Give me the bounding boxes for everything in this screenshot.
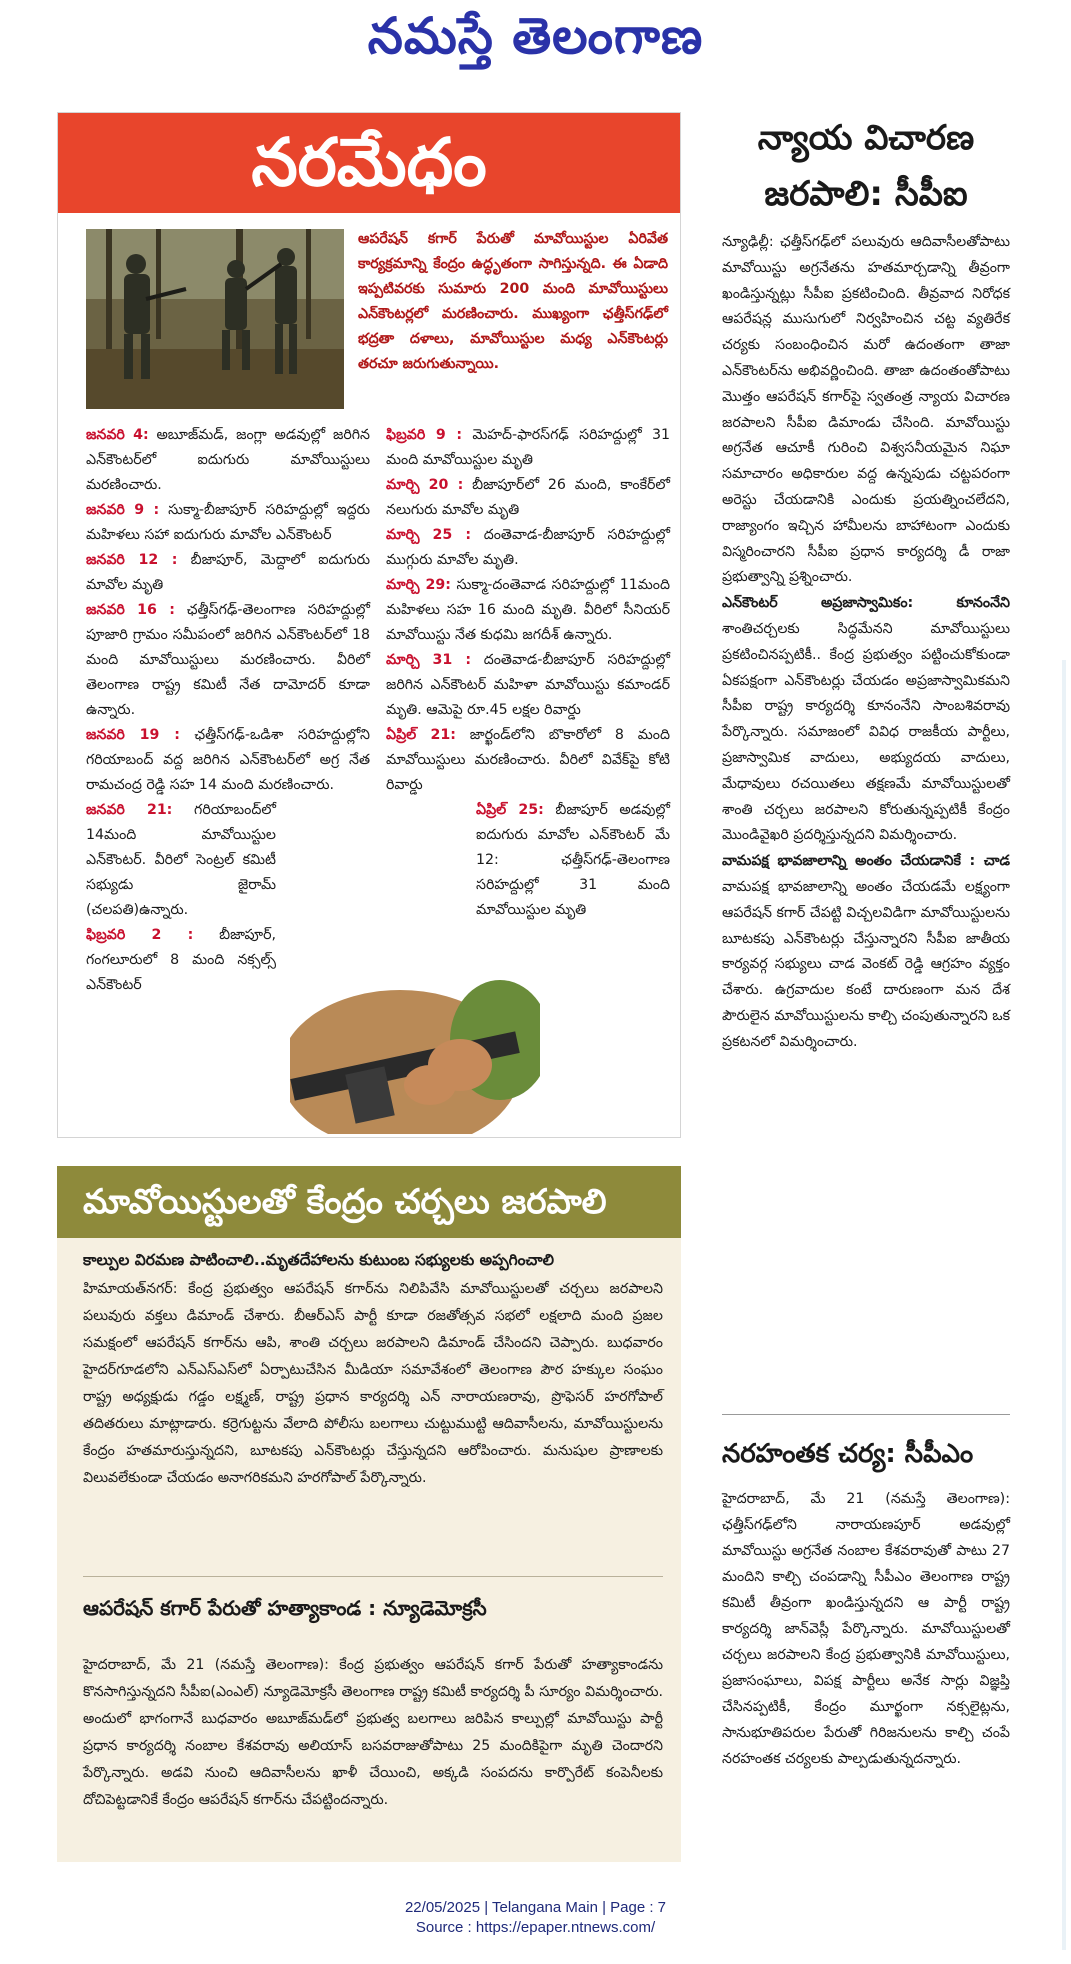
cpi-paragraph: ఎన్‌కౌంటర్ అప్రజాస్వామికం: కూనంనేని శాంతిచర్చలకు సిద్ధమేనని మావోయిస్టులు ప్రకటించినప్పటికీ.. కేంద్ర ప్రభుత్వం పట్టించుకోకుండా ఏకపక్షంగా ఎన్‌కౌంటర్లు చేయడం అప్రజాస్వామికమని సీపీఐ రాష్ట్ర కార్యదర్శి కూనంనేని సాంబశివరావు పేర్కొన్నారు. సమాజంలో వివిధ రాజకీయ పార్టీలు, ప్రజాస్వామిక వాదులు, అభ్యుదయ వాదులు, మేధావులు రచయితలు తక్షణమే మావోయిస్టులతో శాంతి చర్చలు జరపాలని కోరుతున్నప్పటికీ కేంద్రం మొండివైఖరి ప్రదర్శిస్తున్నదని విమర్శించారు. xyxy=(722,595,1010,844)
timeline-entry: జనవరి 9 : సుక్మా-బీజాపూర్ సరిహద్దుల్లో ఇద్దరు మహిళలు సహా ఐదుగురు మావోల ఎన్‌కౌంటర్ xyxy=(86,502,370,543)
timeline-left-column xyxy=(86,423,370,998)
page-footer xyxy=(0,1898,1071,1938)
main-headline: నరమేధం xyxy=(58,113,680,213)
talks-subhead: కాల్పుల విరమణ పాటించాలి..మృతదేహాలను కుటుంబ సభ్యులకు అప్పగించాలి xyxy=(83,1251,554,1269)
talks-body: హిమాయత్‌నగర్: కేంద్ర ప్రభుత్వం ఆపరేషన్ కగార్‌ను నిలిపివేసి మావోయిస్టులతో చర్చలు జరపాలని పలువురు వక్తలు డిమాండ్ చేశారు. బీఆర్‌ఎస్ పార్టీ కూడా రజతోత్సవ సభలో లక్షలాది మంది ప్రజల సమక్షంలో ఆపరేషన్ కగార్‌ను ఆపి, శాంతి చర్చలు జరపాలని డిమాండ్ చేసిందని చెప్పారు. బుధవారం హైదర్‌గూడలోని ఎన్‌ఎస్‌ఎస్‌లో ఏర్పాటుచేసిన మీడియా సమావేశంలో తెలంగాణ పౌర హక్కుల సంఘం రాష్ట్ర అధ్యక్షుడు గడ్డం లక్ష్మణ్, రాష్ట్ర ప్రధాన కార్యదర్శి ఎన్ నారాయణరావు, ప్రొఫెసర్ హరగోపాల్ తదితరులు మాట్లాడారు. కర్రెగుట్టను వేలాది పోలీసు బలగాలు చుట్టుముట్టి ఆదివాసీలను, మావోయిస్టులను కేంద్రం హతమారుస్తున్నదని, బూటకపు ఎన్‌కౌంటర్లు చేస్తున్నదని ఆరోపించారు. మనుషుల ప్రాణాలకు విలువలేకుండా చేయడం అనాగరికమని హరగోపాల్ పేర్కొన్నారు. xyxy=(83,1281,663,1486)
timeline-right-column xyxy=(386,423,670,923)
divider xyxy=(83,1576,663,1577)
main-intro: ఆపరేషన్ కగార్ పేరుతో మావోయిస్టుల ఏరివేత కార్యక్రమాన్ని కేంద్రం ఉద్ధృతంగా సాగిస్తున్నది. ఈ ఏడాది ఇప్పటివరకు సుమారు 200 మంది మావోయిస్టులు ఎన్‌కౌంటర్లలో మరణించారు. ముఖ్యంగా ఛత్తీస్‌గఢ్‌లో భద్రతా దళాలు, మావోయిస్టుల మధ్య ఎన్‌కౌంటర్లు తరచూ జరుగుతున్నాయి. xyxy=(358,231,668,372)
main-story xyxy=(57,112,681,1138)
talks-story xyxy=(57,1166,681,1862)
cpi-paragraph: వామపక్ష భావజాలాన్ని అంతం చేయడానికే : చాడ వామపక్ష భావజాలాన్ని అంతం చేయడమే లక్ష్యంగా ఆపరేషన్ కగార్ చేపట్టి విచ్చలవిడిగా మావోయిస్టులను బూటకపు ఎన్‌కౌంటర్లు చేస్తున్నారని సీపీఐ జాతీయ కార్యవర్గ సభ్యులు చాడ వెంకట్ రెడ్డి ఆగ్రహం వ్యక్తం చేశారు. ఉగ్రవాదుల కంటే దారుణంగా మన దేశ పౌరులైన మావోయిస్టులను కాల్చి చంపుతున్నారని ఒక ప్రకటనలో విమర్శించారు. xyxy=(722,853,1010,1050)
cpm-body: హైదరాబాద్, మే 21 (నమస్తే తెలంగాణ): ఛత్తీస్‌గఢ్‌లోని నారాయణపూర్ అడవుల్లో మావోయిస్టు అగ్రనేత నంబాల కేశవరావుతో పాటు 27 మందిని కాల్చి చంపడాన్ని సీపీఎం తెలంగాణ రాష్ట్ర కమిటీ తీవ్రంగా ఖండిస్తున్నదని ఆ పార్టీ రాష్ట్ర కార్యదర్శి జాన్‌వెస్లీ పేర్కొన్నారు. మావోయిస్టులతో చర్చలు జరపాలని కేంద్ర ప్రభుత్వానికి మావోయిస్టులు, ప్రజాసంఘాలు, విపక్ష పార్టీలు అనేక సార్లు విజ్ఞప్తి చేసినప్పటికీ, కేంద్రం మూర్ఖంగా నక్సలైట్లను, సానుభూతిపరుల పేరుతో గిరిజనులను కాల్చి చంపే నరహంతక చర్యలకు పాల్పడుతున్నదన్నారు. xyxy=(722,1491,1010,1767)
newdemocracy-body: హైదరాబాద్, మే 21 (నమస్తే తెలంగాణ): కేంద్ర ప్రభుత్వం ఆపరేషన్ కగార్ పేరుతో హత్యాకాండను కొనసాగిస్తున్నదని సీపీఐ(ఎంఎల్) న్యూడెమోక్రసీ తెలంగాణ రాష్ట్ర కమిటీ కార్యదర్శి పీ సూర్యం విమర్శించారు. అందులో భాగంగానే బుధవారం అబూజ్‌మడ్‌లో ప్రభుత్వ బలగాలు జరిపిన కాల్పుల్లో మావోయిస్టు పార్టీ ప్రధాన కార్యదర్శి నంబాల కేశవరావు అలియాస్ బసవరాజుతోపాటు 25 మందికిపైగా మృతి చెందారని పేర్కొన్నారు. అడవి నుంచి ఆదివాసీలను ఖాళీ చేయించి, అక్కడి సంపదను కార్పొరేట్ కంపెనీలకు దోచిపెట్టడానికే కేంద్రం ఆపరేషన్ కగార్‌ను చేపట్టిందన్నారు. xyxy=(83,1657,663,1808)
timeline-entry: ఫిబ్రవరి 2 : బీజాపూర్, గంగలూరులో 8 మంది నక్సల్స్ ఎన్‌కౌంటర్ xyxy=(86,927,277,993)
talks-headline: మావోయిస్టులతో కేంద్రం చర్చలు జరపాలి xyxy=(57,1166,681,1238)
adjacent-column-bar xyxy=(1062,660,1066,1950)
soldiers-photo xyxy=(86,229,344,409)
divider xyxy=(722,1414,1010,1415)
adjacent-column-edge xyxy=(1058,112,1071,642)
timeline-entry: మార్చి 31 : దంతెవాడ-బీజాపూర్ సరిహద్దుల్లో జరిగిన ఎన్‌కౌంటర్ మహిళా మావోయిస్టు కమాండర్ మృతి. ఆమెపై రూ.45 లక్షల రివార్డు xyxy=(386,652,670,718)
cpi-headline: న్యాయ విచారణ జరపాలి: సీపీఐ xyxy=(757,118,975,214)
timeline-entry: మార్చి 20 : బీజాపూర్‌లో 26 మంది, కాంకేర్‌లో నలుగురు మావోల మృతి xyxy=(386,477,670,518)
timeline-entry: జనవరి 4: అబూజ్‌మడ్, జంగ్లా అడవుల్లో జరిగిన ఎన్‌కౌంటర్‌లో ఐదుగురు మావోయిస్టులు మరణించారు. xyxy=(86,427,370,493)
timeline-entry: ఏప్రిల్ 21: జార్ఖండ్‌లోని బొకారోలో 8 మంది మావోయిస్టులు మరణించారు. వీరిలో వివేక్‌పై కోటి రివార్డు xyxy=(386,727,671,793)
cpi-body xyxy=(722,230,1010,1056)
masthead: నమస్తే తెలంగాణ xyxy=(367,6,704,65)
timeline-entry: జనవరి 16 : ఛత్తీస్‌గఢ్-తెలంగాణ సరిహద్దుల్లో పూజారి గ్రామం సమీపంలో జరిగిన ఎన్‌కౌంటర్‌లో 18 మంది మావోయిస్టులు మరణించారు. వీరిలో తెలంగాణ రాష్ట్ర కమిటీ నేత దామోదర్ కూడా ఉన్నారు. xyxy=(86,602,370,718)
newdemocracy-headline: ఆపరేషన్ కగార్ పేరుతో హత్యాకాండ : న్యూడెమోక్రసీ xyxy=(83,1596,487,1620)
timeline-entry: జనవరి 21: గరియాబంద్‌లో 14మంది మావోయిస్టుల ఎన్‌కౌంటర్. వీరిలో సెంట్రల్ కమిటీ సభ్యుడు జైరామ్ (చలపతి)ఉన్నారు. xyxy=(86,802,276,918)
timeline-entry: మార్చి 29: సుక్మా-దంతెవాడ సరిహద్దుల్లో 11మంది మహిళలు సహ 16 మంది మృతి. వీరిలో సీనియర్ మావోయిస్టు నేత కుధమి జగదీశ్ ఉన్నారు. xyxy=(386,577,670,643)
footer-source: Source : https://epaper.ntnews.com/ xyxy=(415,1919,656,1936)
cpm-headline: నరహంతక చర్య: సీపీఎం xyxy=(722,1439,974,1469)
timeline-entry: జనవరి 12 : బీజాపూర్, మెద్దాలో ఐదుగురు మావోల మృతి xyxy=(86,552,370,593)
cpi-paragraph: న్యూఢిల్లీ: ఛత్తీస్‌గఢ్‌లో పలువురు ఆదివాసీలతోపాటు మావోయిస్టు అగ్రనేతను హతమార్చడాన్ని తీవ్రంగా ఖండిస్తున్నట్లు సీపీఐ ప్రకటించింది. తీవ్రవాద నిరోధక ఆపరేషన్ల ముసుగులో నిర్వహించిన చట్ట వ్యతిరేక చర్యకు సంబంధించిన మరో ఉదంతంగా తాజా ఎన్‌కౌంటర్‌ను అభివర్ణించింది. తాజా ఉదంతంతోపాటు మొత్తం ఆపరేషన్ కగార్‌పై స్వతంత్ర న్యాయ విచారణ జరపాలని సీపీఐ డిమాండు చేసింది. మావోయిస్టు అగ్రనేత ఆచూకీ గురించి విశ్వసనీయమైన నిఘా సమాచారం అధికారుల వద్ద ఉన్నపుడు చట్టపరంగా అరెస్టు చేయడానికి ఎందుకు ప్రయత్నించలేదని, రాజ్యాంగం ఇచ్చిన హామీలను బాహాటంగా ఎందుకు విస్మరించారని సీపీఐ ప్రధాన కార్యదర్శి డీ రాజా ప్రభుత్వాన్ని ప్రశ్నించారు. xyxy=(722,234,1010,586)
timeline-entry: ఏప్రిల్ 25: బీజాపూర్ అడవుల్లో ఐదుగురు మావోల ఎన్‌కౌంటర్ మే 12: ఛత్తీస్‌గఢ్-తెలంగాణ సరిహద్దుల్లో 31 మంది మావోయిస్టుల మృతి xyxy=(476,802,671,918)
timeline-entry: ఫిబ్రవరి 9 : మెహద్-ఫారస్‌గఢ్ సరిహద్దుల్లో 31 మంది మావోయిస్టుల మృతి xyxy=(386,427,670,468)
timeline-entry: మార్చి 25 : దంతెవాడ-బీజాపూర్ సరిహద్దుల్లో ముగ్గురు మావోల మృతి. xyxy=(386,527,670,568)
timeline-entry: జనవరి 19 : ఛత్తీస్‌గఢ్-ఒడిశా సరిహద్దుల్లోని గరియాబంద్ వద్ద జరిగిన ఎన్‌కౌంటర్‌లో అగ్ర నేత రామచంద్ర రెడ్డి సహ 14 మంది మరణించారు. xyxy=(86,727,370,793)
footer-dateline: 22/05/2025 | Telangana Main | Page : 7 xyxy=(404,1899,667,1916)
rifle-photo xyxy=(290,970,540,1134)
